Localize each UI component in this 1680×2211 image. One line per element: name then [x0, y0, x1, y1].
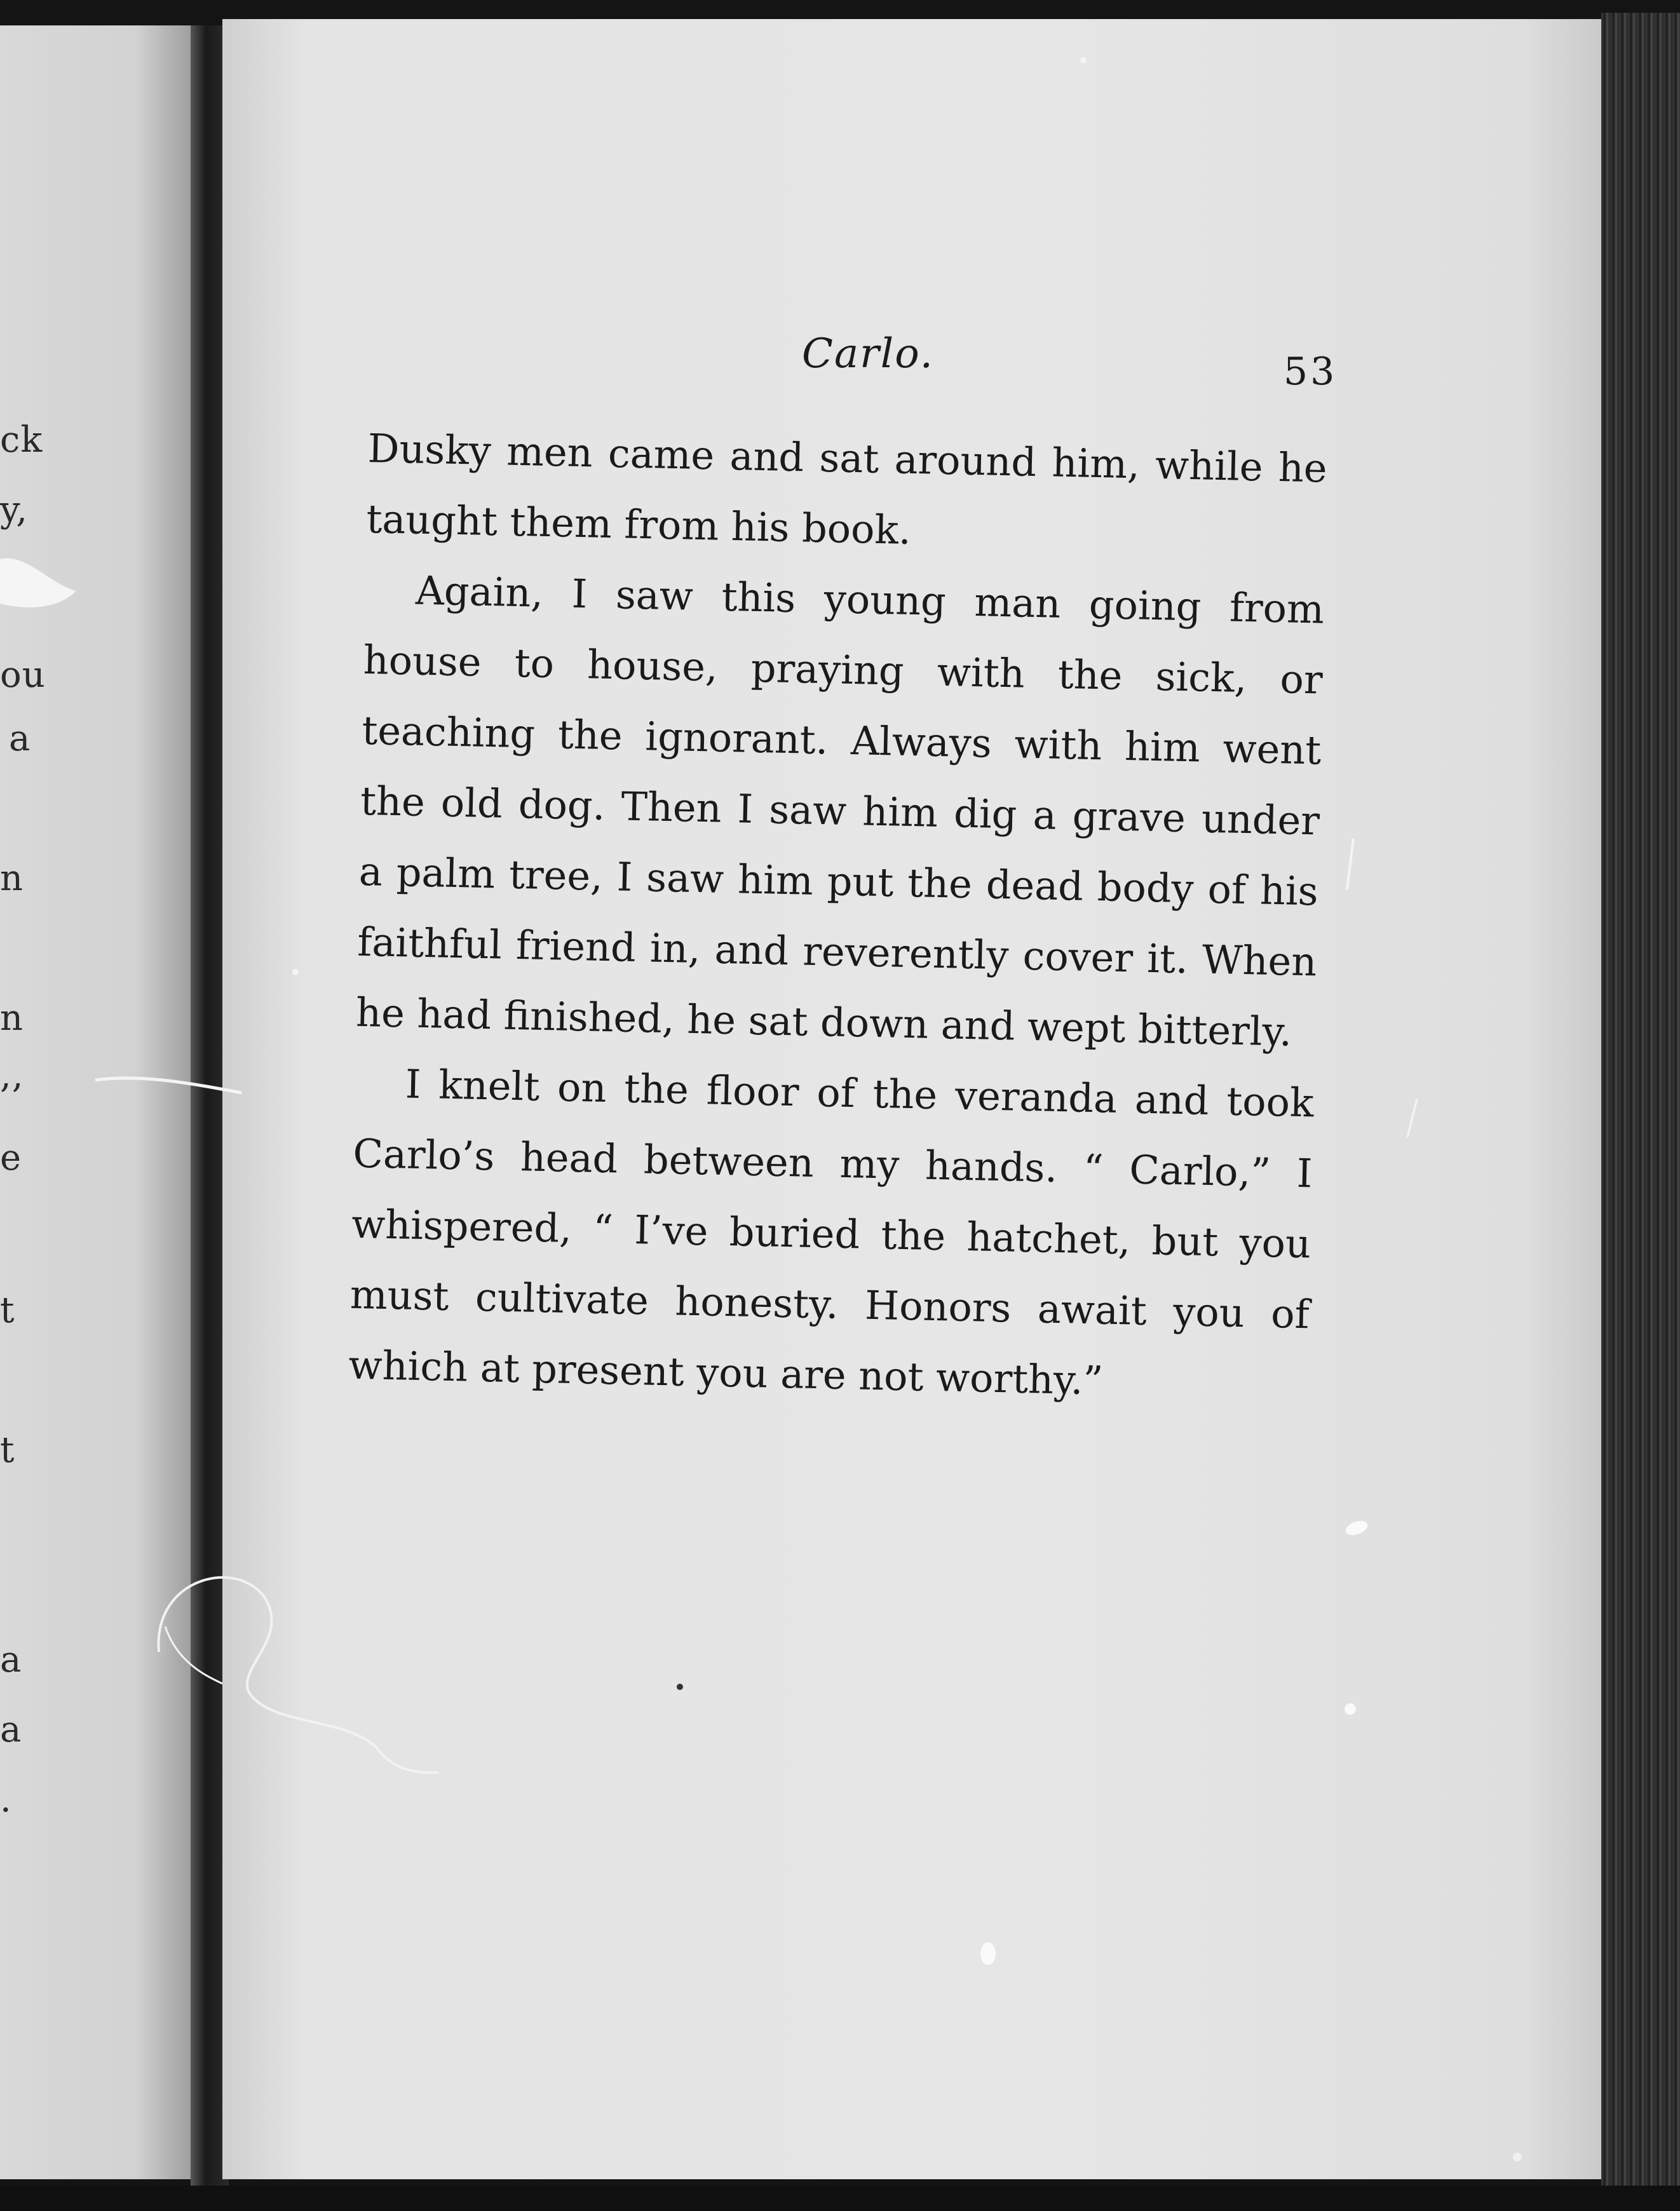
bottom-edge: [0, 2186, 1680, 2211]
left-page-fragment: t: [0, 1430, 15, 1471]
paragraph: Again, I saw this young man going from house to house, praying with the sick, or teaching the ignorant. Always with him went the old dog. Then I saw him dig a grave under a palm tree, I saw him put the dead body of his faithful friend in, and reverently cover it. When he had finished, he sat down and wept bitterly.: [355, 567, 1325, 1055]
page-edges: [1601, 13, 1680, 2198]
left-page-fragment: a: [0, 1639, 22, 1680]
left-page-fragment: ,,: [0, 1055, 24, 1096]
left-page-fragment: .: [0, 1779, 12, 1820]
left-page-fragment: a: [0, 1709, 22, 1750]
previous-page: [0, 25, 194, 2179]
running-head: Carlo.: [802, 330, 934, 377]
left-page-fragment: ck: [0, 419, 43, 461]
left-page-fragment: e: [0, 1137, 22, 1179]
left-page-fragment: a: [9, 718, 31, 759]
body-text: [348, 413, 1327, 1420]
left-page-fragment: n: [0, 858, 24, 899]
paragraph: Dusky men came and sat around him, while he taught them from his book.: [365, 424, 1328, 553]
left-page-fragment: n: [0, 997, 24, 1039]
paragraph: I knelt on the floor of the veranda and took Carlo’s head between my hands. “ Carlo,” I whispered, “ I’ve buried the hatchet, but you must cultivate honesty. Honors await you of which at present you are not worthy.”: [348, 1060, 1315, 1404]
left-page-fragment: ou: [0, 654, 46, 696]
left-page-fragment: y,: [0, 489, 28, 531]
page-number: 53: [1284, 349, 1338, 394]
left-page-fragment: t: [0, 1290, 15, 1331]
